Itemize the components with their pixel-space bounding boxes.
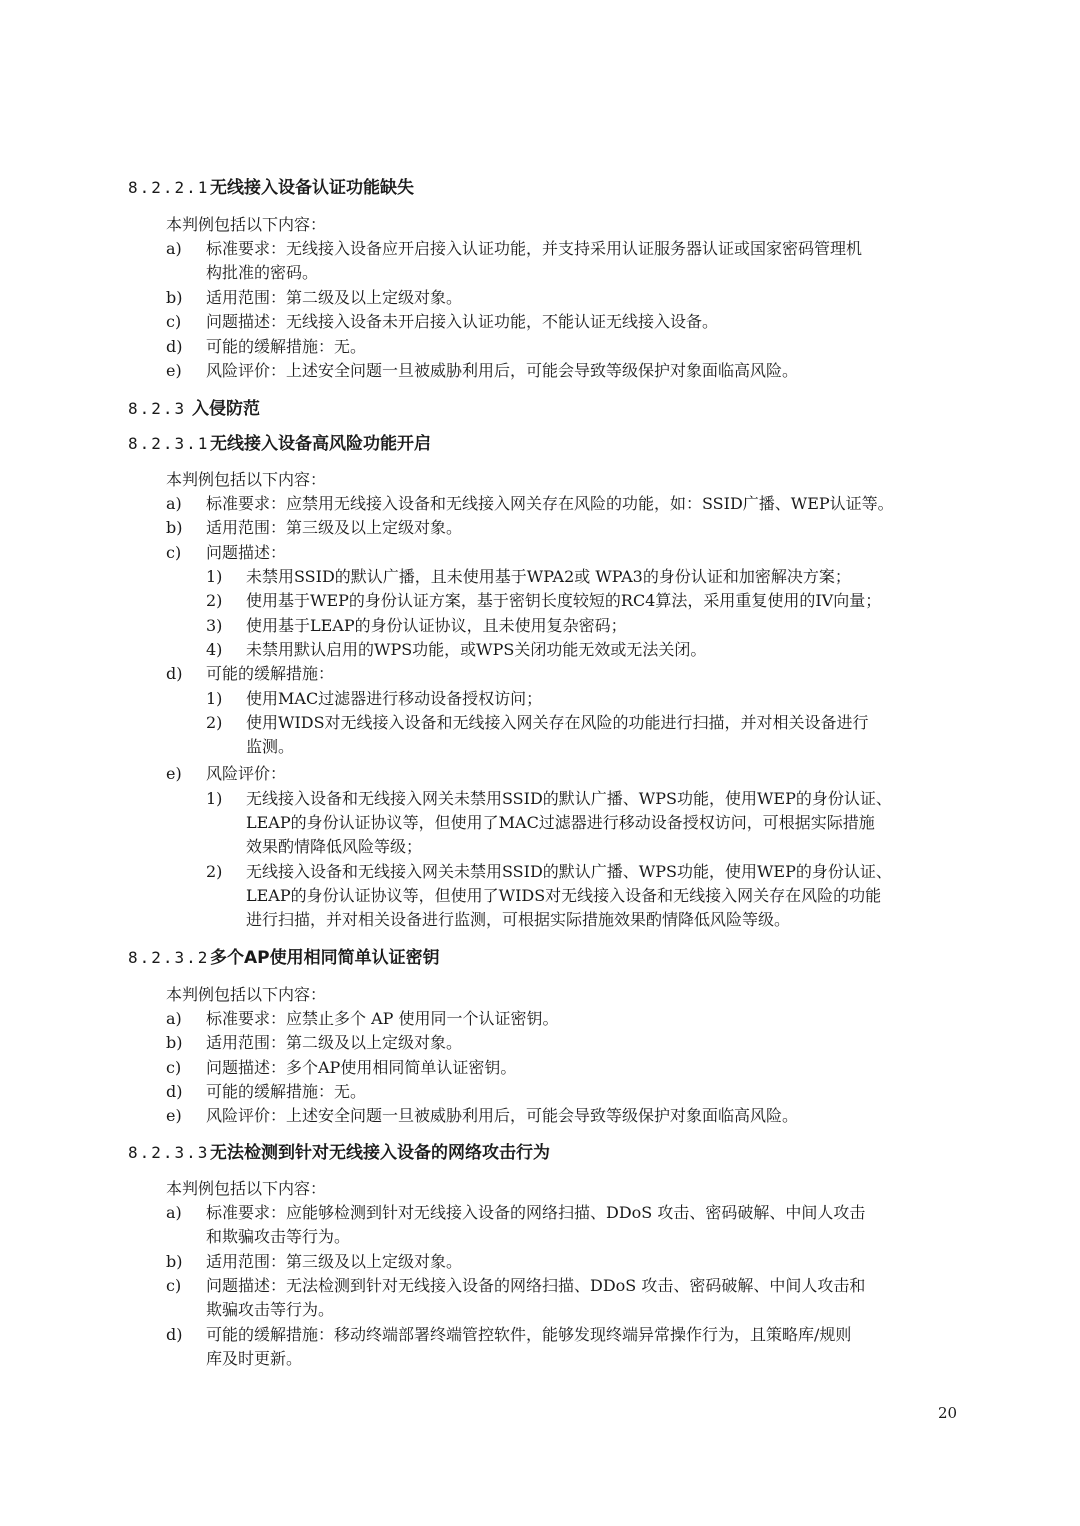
list-item-c	[166, 310, 982, 334]
list-label: c)	[166, 312, 182, 331]
list-item-c	[166, 1056, 982, 1080]
section-title: 无法检测到针对无线接入设备的网络攻击行为	[210, 1143, 550, 1163]
list-item-d	[166, 1080, 982, 1104]
list-item-d	[166, 335, 982, 359]
section-title: 无线接入设备认证功能缺失	[210, 178, 414, 198]
section-number: 8.2.3	[128, 399, 187, 418]
section-heading-8-2-3-3	[128, 1141, 550, 1165]
list-text-line: 标准要求：无线接入设备应开启接入认证功能，并支持采用认证服务器认证或国家密码管理机	[206, 239, 863, 258]
section-intro: 本判例包括以下内容：	[166, 1179, 327, 1198]
sub-item-c-1	[206, 565, 982, 589]
sub-item-c-3	[206, 614, 982, 638]
list-item-e	[166, 359, 982, 383]
list-text-line: 监测。	[246, 737, 295, 756]
list-text-line: 标准要求：应能够检测到针对无线接入设备的网络扫描、DDoS 攻击、密码破解、中间人攻击	[206, 1203, 866, 1222]
section-heading-8-2-3-2	[128, 946, 440, 970]
list-item-a	[166, 492, 982, 516]
list-item-e	[166, 762, 982, 786]
list-label: c)	[166, 1058, 182, 1077]
list-text: 使用基于WEP的身份认证方案，基于密钥长度较短的RC4算法，采用重复使用的IV向量；	[246, 591, 882, 610]
list-text: 适用范围：第二级及以上定级对象。	[206, 288, 463, 307]
list-text: 问题描述：	[206, 543, 287, 562]
list-label: a)	[166, 1203, 182, 1222]
list-label: 1)	[206, 567, 223, 586]
list-label: 3)	[206, 616, 223, 635]
section-number: 8.2.3.3	[128, 1143, 210, 1162]
section-heading-8-2-2-1	[128, 176, 414, 200]
list-text: 未禁用默认启用的WPS功能，或WPS关闭功能无效或无法关闭。	[246, 640, 707, 659]
list-text-line: 和欺骗攻击等行为。	[206, 1227, 351, 1246]
list-text-line: 可能的缓解措施：移动终端部署终端管控软件，能够发现终端异常操作行为，且策略库/规则	[206, 1325, 852, 1344]
list-text: 问题描述：多个AP使用相同简单认证密钥。	[206, 1058, 517, 1077]
list-label: 2)	[206, 713, 223, 732]
list-text: 风险评价：上述安全问题一旦被威胁利用后，可能会导致等级保护对象面临高风险。	[206, 361, 799, 380]
list-item-a	[166, 1201, 982, 1249]
list-label: b)	[166, 1252, 183, 1271]
list-label: a)	[166, 494, 182, 513]
list-label: 2)	[206, 591, 223, 610]
section-title: 入侵防范	[192, 399, 260, 419]
sub-item-c-4	[206, 638, 982, 662]
list-label: e)	[166, 1106, 182, 1125]
list-item-a	[166, 237, 982, 285]
sub-item-c-2	[206, 589, 982, 613]
sub-item-d-2	[206, 711, 982, 759]
list-text: 可能的缓解措施：无。	[206, 337, 367, 356]
list-text-line: 问题描述：无法检测到针对无线接入设备的网络扫描、DDoS 攻击、密码破解、中间人攻击和	[206, 1276, 866, 1295]
sub-item-e-1	[206, 787, 982, 859]
list-text: 适用范围：第三级及以上定级对象。	[206, 1252, 463, 1271]
list-text: 风险评价：	[206, 764, 287, 783]
list-text-line: 欺骗攻击等行为。	[206, 1300, 335, 1319]
list-item-b	[166, 516, 982, 540]
list-label: b)	[166, 518, 183, 537]
list-text: 标准要求：应禁止多个 AP 使用同一个认证密钥。	[206, 1009, 559, 1028]
section-intro: 本判例包括以下内容：	[166, 985, 327, 1004]
list-label: e)	[166, 361, 182, 380]
list-text: 问题描述：无线接入设备未开启接入认证功能，不能认证无线接入设备。	[206, 312, 719, 331]
list-text: 风险评价：上述安全问题一旦被威胁利用后，可能会导致等级保护对象面临高风险。	[206, 1106, 799, 1125]
section-intro: 本判例包括以下内容：	[166, 215, 327, 234]
list-item-c	[166, 1274, 982, 1322]
section-number: 8.2.3.1	[128, 434, 210, 453]
section-intro: 本判例包括以下内容：	[166, 470, 327, 489]
section-number: 8.2.3.2	[128, 948, 210, 967]
sub-item-e-2	[206, 860, 982, 932]
list-text: 适用范围：第二级及以上定级对象。	[206, 1033, 463, 1052]
list-text: 标准要求：应禁用无线接入设备和无线接入网关存在风险的功能，如：SSID广播、WEP认证等。	[206, 494, 894, 513]
list-label: b)	[166, 288, 183, 307]
list-text-line: 效果酌情降低风险等级；	[246, 837, 423, 856]
list-text-line: LEAP的身份认证协议等，但使用了WIDS对无线接入设备和无线接入网关存在风险的功能	[246, 886, 882, 905]
sub-item-d-1	[206, 687, 982, 711]
list-label: 1)	[206, 789, 223, 808]
list-text-line: 进行扫描，并对相关设备进行监测，可根据实际措施效果酌情降低风险等级。	[246, 910, 791, 929]
page-number: 20	[938, 1404, 958, 1422]
list-text: 使用基于LEAP的身份认证协议，且未使用复杂密码；	[246, 616, 627, 635]
list-text: 适用范围：第三级及以上定级对象。	[206, 518, 463, 537]
list-label: 4)	[206, 640, 223, 659]
list-text: 可能的缓解措施：无。	[206, 1082, 367, 1101]
list-label: d)	[166, 1325, 183, 1344]
list-text: 使用MAC过滤器进行移动设备授权访问；	[246, 689, 543, 708]
list-text: 可能的缓解措施：	[206, 664, 335, 683]
list-item-d	[166, 1323, 982, 1371]
list-item-b	[166, 1250, 982, 1274]
list-text-line: 无线接入设备和无线接入网关未禁用SSID的默认广播、WPS功能，使用WEP的身份认证、	[246, 862, 892, 881]
section-title: 无线接入设备高风险功能开启	[210, 434, 431, 454]
list-label: c)	[166, 1276, 182, 1295]
list-label: a)	[166, 1009, 182, 1028]
section-title: 多个AP使用相同简单认证密钥	[210, 948, 440, 968]
list-label: e)	[166, 764, 182, 783]
list-text-line: LEAP的身份认证协议等，但使用了MAC过滤器进行移动设备授权访问，可根据实际措施	[246, 813, 875, 832]
list-label: 1)	[206, 689, 223, 708]
list-item-d	[166, 662, 982, 686]
list-label: a)	[166, 239, 182, 258]
list-label: d)	[166, 1082, 183, 1101]
section-number: 8.2.2.1	[128, 178, 210, 197]
list-label: 2)	[206, 862, 223, 881]
list-label: c)	[166, 543, 182, 562]
section-heading-8-2-3-1	[128, 432, 431, 456]
list-item-e	[166, 1104, 982, 1128]
section-heading-8-2-3	[128, 397, 260, 421]
list-text-line: 使用WIDS对无线接入设备和无线接入网关存在风险的功能进行扫描，并对相关设备进行	[246, 713, 869, 732]
list-label: d)	[166, 664, 183, 683]
list-text-line: 构批准的密码。	[206, 263, 319, 282]
list-text: 未禁用SSID的默认广播，且未使用基于WPA2或 WPA3的身份认证和加密解决方案；	[246, 567, 851, 586]
list-label: d)	[166, 337, 183, 356]
list-item-c	[166, 541, 982, 565]
list-label: b)	[166, 1033, 183, 1052]
list-item-b	[166, 286, 982, 310]
list-text-line: 无线接入设备和无线接入网关未禁用SSID的默认广播、WPS功能，使用WEP的身份认证、	[246, 789, 892, 808]
list-text-line: 库及时更新。	[206, 1349, 303, 1368]
list-item-a	[166, 1007, 982, 1031]
list-item-b	[166, 1031, 982, 1055]
